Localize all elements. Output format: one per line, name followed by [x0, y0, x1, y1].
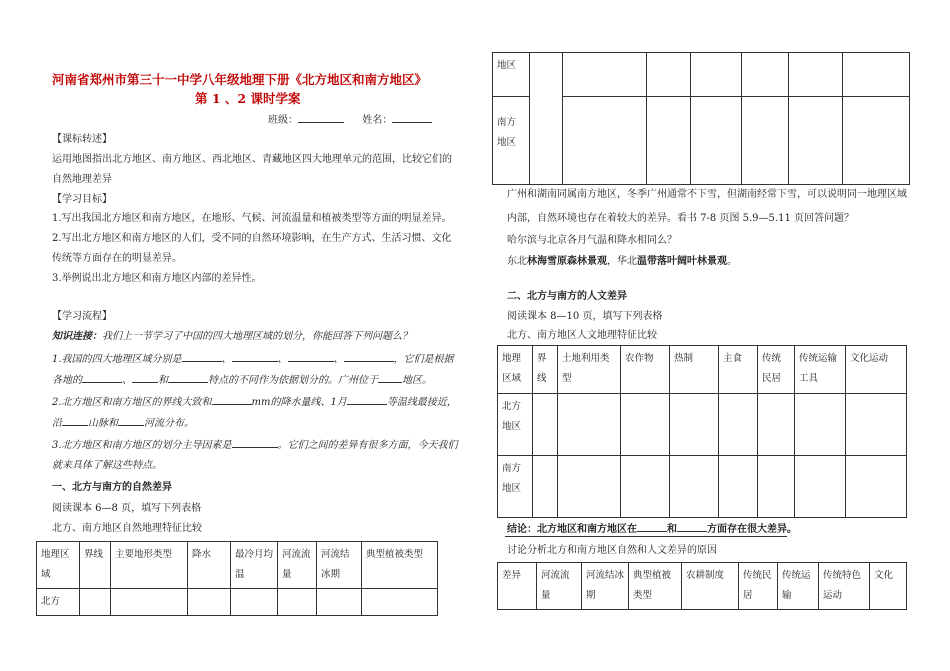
table2-cell[interactable] [758, 394, 795, 456]
table2-cell[interactable] [670, 456, 719, 518]
natural-features-table [36, 541, 438, 616]
para3 [507, 256, 737, 268]
conclusion-line [507, 522, 797, 536]
table1-header-boundary: 界线 [80, 542, 111, 589]
top-table-row2-label: 南方地区 [493, 97, 530, 185]
table2-header-land-use: 土地利用类型 [558, 346, 621, 394]
natural-table-continued [492, 52, 910, 185]
table2-row-north: 北方地区 [498, 394, 533, 456]
goal-2-line-1: 2.写出北方地区和南方地区的人们，受不同的自然环境影响，在生产方式、生活习惯、文化 [52, 233, 452, 244]
q1-blank-1[interactable] [182, 352, 222, 362]
table2-header-culture: 文化运动 [846, 346, 907, 394]
q2-blank-3[interactable] [62, 416, 88, 426]
table1-caption: 北方、南方地区自然地理特征比较 [52, 523, 202, 534]
table2-cell[interactable] [533, 456, 558, 518]
table2-header-transport: 传统运输工具 [795, 346, 846, 394]
q1-text-f: 地区。 [402, 375, 432, 386]
table3-header-vegetation: 典型植被类型 [629, 563, 682, 610]
goal-1: 1.写出我国北方地区和南方地区，在地形、气候、河流温量和植被类型等方面的明显差异。 [52, 213, 452, 224]
para3-d: 温带落叶阔叶林景观 [637, 256, 727, 267]
table2-header-crops: 农作物 [621, 346, 670, 394]
table2-cell[interactable] [795, 456, 846, 518]
table1-cell[interactable] [188, 589, 231, 616]
top-table-cell[interactable] [789, 53, 843, 97]
table3-header-sports: 传统特色运动 [819, 563, 870, 610]
q1-blank-2[interactable] [232, 352, 278, 362]
q3-text-a: 3.北方地区和南方地区的划分主导因素是 [52, 440, 232, 451]
para3-e: 。 [727, 256, 737, 267]
section-natural-diff: 一、北方与南方的自然差异 [52, 482, 172, 493]
top-table-cell[interactable] [843, 97, 910, 185]
question-1-line-1: 1.我国的四大地理区域分别是 、 、 、 ，它们是根据 [52, 354, 454, 365]
table1-header-region: 地理区域 [37, 542, 80, 589]
q2-blank-2[interactable] [347, 395, 387, 405]
top-table-cell[interactable] [843, 53, 910, 97]
section-standard: 【课标转述】 [52, 134, 112, 145]
q2-text-f: 河流分布。 [144, 418, 194, 429]
table3-header-transport: 传统运输 [778, 563, 819, 610]
q1-text-b: ，它们是根据 [393, 354, 454, 365]
table2-header-dwelling: 传统民居 [758, 346, 795, 394]
conclusion-c: 方面存在很大差异。 [707, 524, 797, 535]
table1-row-north: 北方 [37, 589, 80, 616]
top-table-cell[interactable] [563, 53, 647, 97]
section-goals: 【学习目标】 [52, 194, 112, 205]
table2-cell[interactable] [758, 456, 795, 518]
table2-cell[interactable] [719, 394, 758, 456]
doc-title-line2: 第 1 、2 课时学案 [195, 91, 301, 106]
standard-line-2: 自然地理差异 [52, 174, 112, 185]
doc-title-line1: 河南省郑州市第三十一中学八年级地理下册《北方地区和南方地区》 [52, 72, 428, 87]
table2-header-boundary: 界线 [533, 346, 558, 394]
table2-row-south: 南方地区 [498, 456, 533, 518]
table2-cell[interactable] [795, 394, 846, 456]
table2-cell[interactable] [621, 394, 670, 456]
conclusion-a: 结论：北方地区和南方地区在 [507, 524, 637, 535]
top-table-cell[interactable] [789, 97, 843, 185]
table2-cell[interactable] [846, 394, 907, 456]
knowledge-label: 知识连接： [52, 331, 102, 342]
knowledge-link [52, 331, 412, 343]
table1-cell[interactable] [362, 589, 438, 616]
table1-cell[interactable] [80, 589, 111, 616]
name-field[interactable] [392, 113, 432, 123]
question-1-line-2: 各地的 、 和 特点的不同作为依据划分的。广州位于 地区。 [52, 375, 432, 386]
q2-blank-4[interactable] [118, 416, 144, 426]
table2-cell[interactable] [719, 456, 758, 518]
conclusion-b: 和 [667, 524, 677, 535]
table2-cell[interactable] [621, 456, 670, 518]
table1-cell[interactable] [231, 589, 278, 616]
q1-blank-7[interactable] [168, 373, 208, 383]
table1-header-vegetation: 典型植被类型 [362, 542, 438, 589]
table2-cell[interactable] [558, 456, 621, 518]
standard-line-1: 运用地图指出北方地区、南方地区、西北地区、青藏地区四大地理单元的范围，比较它们的 [52, 154, 452, 165]
table3-header-farming: 农耕制度 [682, 563, 739, 610]
table2-cell[interactable] [846, 456, 907, 518]
goal-3: 3.举例说出北方地区和南方地区内部的差异性。 [52, 273, 262, 284]
top-table-cell[interactable] [742, 53, 789, 97]
class-label: 班级： [268, 115, 298, 126]
question-3-line-2: 就来具体了解这些特点。 [52, 460, 162, 471]
difference-reasons-table [497, 562, 907, 610]
conclusion-blank-2[interactable] [677, 522, 707, 532]
read-instruction-1: 阅读课本 6—8 页，填写下列表格 [52, 503, 202, 514]
section-process: 【学习流程】 [52, 311, 112, 322]
top-table-cell[interactable] [530, 53, 563, 185]
table2-cell[interactable] [558, 394, 621, 456]
q2-text-e: 山脉和 [88, 418, 118, 429]
q1-text-c: 各地的 [52, 375, 82, 386]
q1-text-e: 特点的不同作为依据划分的。广州位于 [208, 375, 378, 386]
top-table-cell[interactable] [742, 97, 789, 185]
table3-header-river-flow: 河流流量 [537, 563, 582, 610]
q3-text-b: 。它们之间的差异有很多方面，今天我们 [277, 440, 458, 451]
para2: 哈尔滨与北京各月气温和降水相同么？ [507, 235, 677, 246]
table1-header-landform: 主要地形类型 [111, 542, 188, 589]
para3-c: ，华北 [607, 256, 637, 267]
top-table-cell[interactable] [647, 97, 691, 185]
q3-blank-1[interactable] [232, 438, 278, 448]
q1-blank-3[interactable] [288, 352, 334, 362]
para1-line1: 广州和湖南同属南方地区，冬季广州通常不下雪，但湖南经常下雪，可以说明同一地理区域 [507, 189, 907, 200]
top-table-row1-label: 地区 [493, 53, 530, 97]
class-field[interactable] [298, 113, 344, 123]
conclusion-underline [505, 536, 787, 537]
table1-header-precipitation: 降水 [188, 542, 231, 589]
table1-header-river-flow: 河流流量 [278, 542, 317, 589]
para3-b: 林海雪原森林景观 [527, 256, 607, 267]
top-table-cell[interactable] [563, 97, 647, 185]
discuss-instruction: 讨论分析北方和南方地区自然和人文差异的原因 [507, 545, 717, 556]
q2-text-c: 等温线最接近， [386, 397, 457, 408]
cultural-features-table [497, 345, 907, 518]
table2-header-staple: 主食 [719, 346, 758, 394]
table2-header-region: 地理区域 [498, 346, 533, 394]
q2-text-d: 沿 [52, 418, 62, 429]
q1-blank-4[interactable] [344, 352, 394, 362]
q1-text-a: 1.我国的四大地理区域分别是 [52, 354, 182, 365]
question-3-line-1 [52, 438, 458, 452]
top-table-cell[interactable] [647, 53, 691, 97]
conclusion-blank-1[interactable] [637, 522, 667, 532]
para1-line2: 内部，自然环境也存在着较大的差异。看书 7-8 页图 5.9—5.11 页回答问题？ [507, 213, 854, 224]
table1-cell[interactable] [111, 589, 188, 616]
table3-header-freeze: 河流结冰期 [582, 563, 629, 610]
table2-caption: 北方、南方地区人文地理特征比较 [507, 330, 657, 341]
table3-header-diff: 差异 [498, 563, 537, 610]
table1-cell[interactable] [278, 589, 317, 616]
q1-blank-8[interactable] [378, 373, 402, 383]
para3-a: 东北 [507, 256, 527, 267]
class-name-row [268, 113, 432, 127]
q2-text-b: mm的降水量线、1月 [251, 397, 347, 408]
table3-header-dwelling: 传统民居 [739, 563, 778, 610]
q1-text-d: 和 [158, 375, 168, 386]
question-2-line-1 [52, 395, 457, 409]
table1-cell[interactable] [317, 589, 362, 616]
q2-blank-1[interactable] [212, 395, 252, 405]
knowledge-text: 我们上一节学习了中国的四大地理区域的划分，你能回答下列问题么？ [102, 331, 412, 342]
table2-cell[interactable] [533, 394, 558, 456]
q1-blank-5[interactable] [82, 373, 122, 383]
table2-header-heat: 热制 [670, 346, 719, 394]
name-label: 姓名： [362, 115, 393, 126]
section-cultural-diff: 二、北方与南方的人文差异 [507, 291, 627, 302]
top-table-cell[interactable] [691, 97, 742, 185]
q1-blank-6[interactable] [132, 373, 158, 383]
goal-2-line-2: 传统等方面存在的明显差异。 [52, 253, 182, 264]
question-2-line-2 [52, 416, 194, 430]
q2-text-a: 2.北方地区和南方地区的界线大致和 [52, 397, 212, 408]
table2-cell[interactable] [670, 394, 719, 456]
top-table-cell[interactable] [691, 53, 742, 97]
read-instruction-2: 阅读课本 8—10 页，填写下列表格 [507, 311, 663, 322]
table3-header-culture: 文化 [870, 563, 907, 610]
table1-header-coldest-temp: 最冷月均温 [231, 542, 278, 589]
table1-header-freeze: 河流结冰期 [317, 542, 362, 589]
